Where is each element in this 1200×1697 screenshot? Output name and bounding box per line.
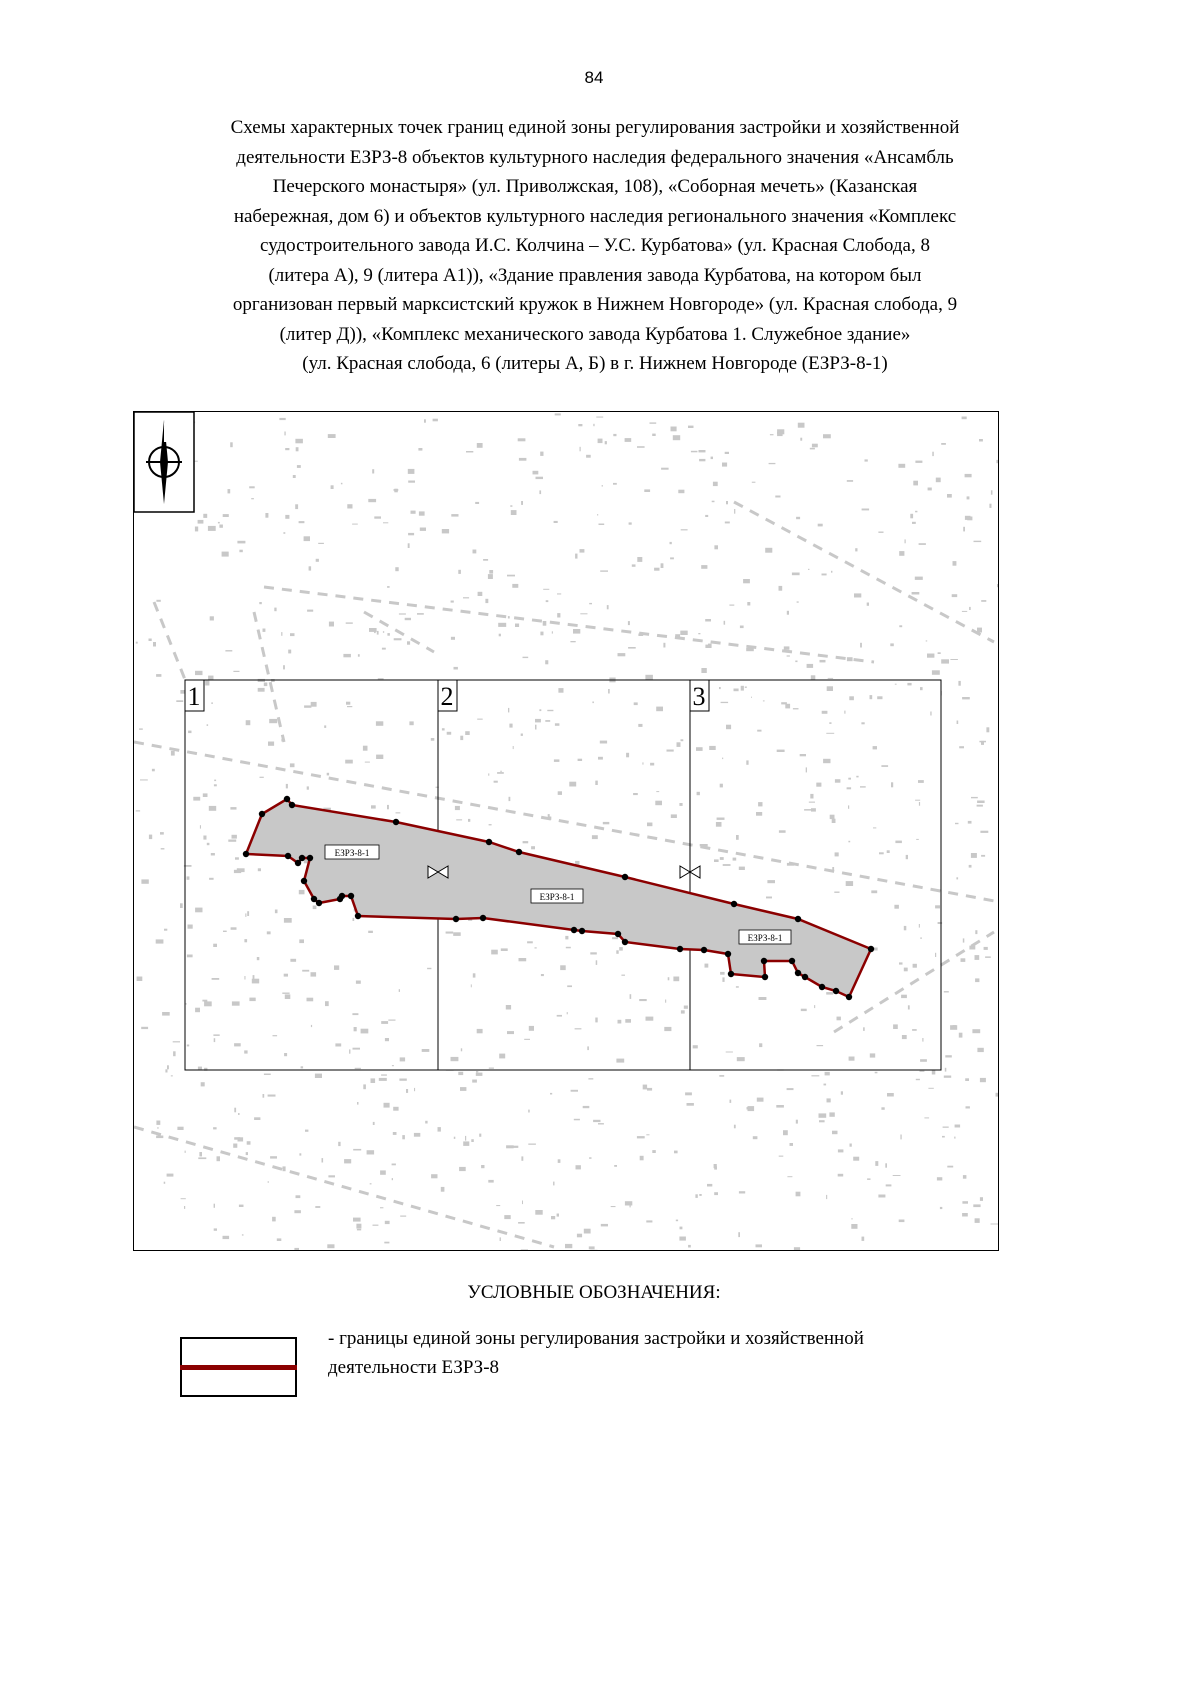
legend-boundary-swatch [180,1337,297,1397]
title-line: набережная, дом 6) и объектов культурного наследия регионального значения «Комплекс [233,205,957,227]
title-line: (литера А), 9 (литера А1)), «Здание правления завода Курбатова, на котором был [268,264,922,286]
boundary-vertex [243,851,249,857]
boundary-vertex [307,855,313,861]
boundary-vertex [579,928,585,934]
zone-label: ЕЗРЗ-8-1 [334,848,370,858]
legend-text-line: - границы единой зоны регулирования застройки и хозяйственной [328,1328,864,1349]
boundary-vertex [762,974,768,980]
boundary-vertex [795,916,801,922]
legend-item-text [328,1324,1028,1382]
boundary-vertex [259,811,265,817]
boundary-vertex [295,860,301,866]
boundary-vertex [571,927,577,933]
boundary-vertex [289,802,295,808]
sheet-label-3: 3 [692,682,706,711]
boundary-vertex [761,958,767,964]
boundary-vertex [846,994,852,1000]
legend-text-line: деятельности ЕЗРЗ-8 [328,1357,500,1378]
boundary-vertex [486,839,492,845]
sheet-label-2: 2 [440,682,454,711]
title-line: деятельности ЕЗРЗ-8 объектов культурного наследия федерального значения «Ансамбль [236,146,954,168]
title-line: Схемы характерных точек границ единой зоны регулирования застройки и хозяйственной [230,117,960,138]
boundary-vertex [337,896,343,902]
boundary-vertex [480,915,486,921]
boundary-vertex [393,819,399,825]
boundary-vertex [301,878,307,884]
north-arrow [134,412,194,512]
boundary-vertex [355,913,361,919]
title-line: (литер Д)), «Комплекс механического завода Курбатова 1. Служебное здание» [279,323,911,345]
boundary-vertex [284,796,290,802]
boundary-vertex [731,901,737,907]
boundary-vertex [622,874,628,880]
boundary-vertex [516,849,522,855]
zone-label: ЕЗРЗ-8-1 [539,892,575,902]
boundary-vertex [316,900,322,906]
boundary-vertex [728,971,734,977]
boundary-vertex [701,947,707,953]
title-line: судостроительного завода И.С. Колчина – У.С. Курбатова» (ул. Красная Слобода, 8 [260,235,930,256]
sheet-label-1: 1 [187,682,201,711]
boundary-vertex [868,946,874,952]
boundary-vertex [819,984,825,990]
boundary-vertex [802,974,808,980]
boundary-vertex [285,853,291,859]
legend-boundary-line [180,1365,297,1370]
boundary-vertex [615,931,621,937]
document-title [150,113,1040,379]
title-line: Печерского монастыря» (ул. Приволжская, 108), «Соборная мечеть» (Казанская [272,176,918,197]
boundary-vertex [677,946,683,952]
boundary-vertex [622,939,628,945]
map-frame [133,411,999,1251]
boundary-vertex [348,893,354,899]
boundary-vertex [789,958,795,964]
boundary-vertex [453,916,459,922]
title-line: организован первый марксистский кружок в Нижнем Новгороде» (ул. Красная слобода, 9 [232,294,958,315]
page-number: 84 [584,68,604,87]
boundary-vertex [311,896,317,902]
map-canvas [134,412,999,1251]
title-line: (ул. Красная слобода, 6 (литеры А, Б) в г. Нижнем Новгороде (ЕЗРЗ-8-1) [302,353,888,374]
boundary-vertex [725,951,731,957]
zone-label: ЕЗРЗ-8-1 [747,933,783,943]
boundary-vertex [795,970,801,976]
boundary-vertex [833,988,839,994]
legend-title: УСЛОВНЫЕ ОБОЗНАЧЕНИЯ: [467,1282,721,1303]
boundary-vertex [299,855,305,861]
